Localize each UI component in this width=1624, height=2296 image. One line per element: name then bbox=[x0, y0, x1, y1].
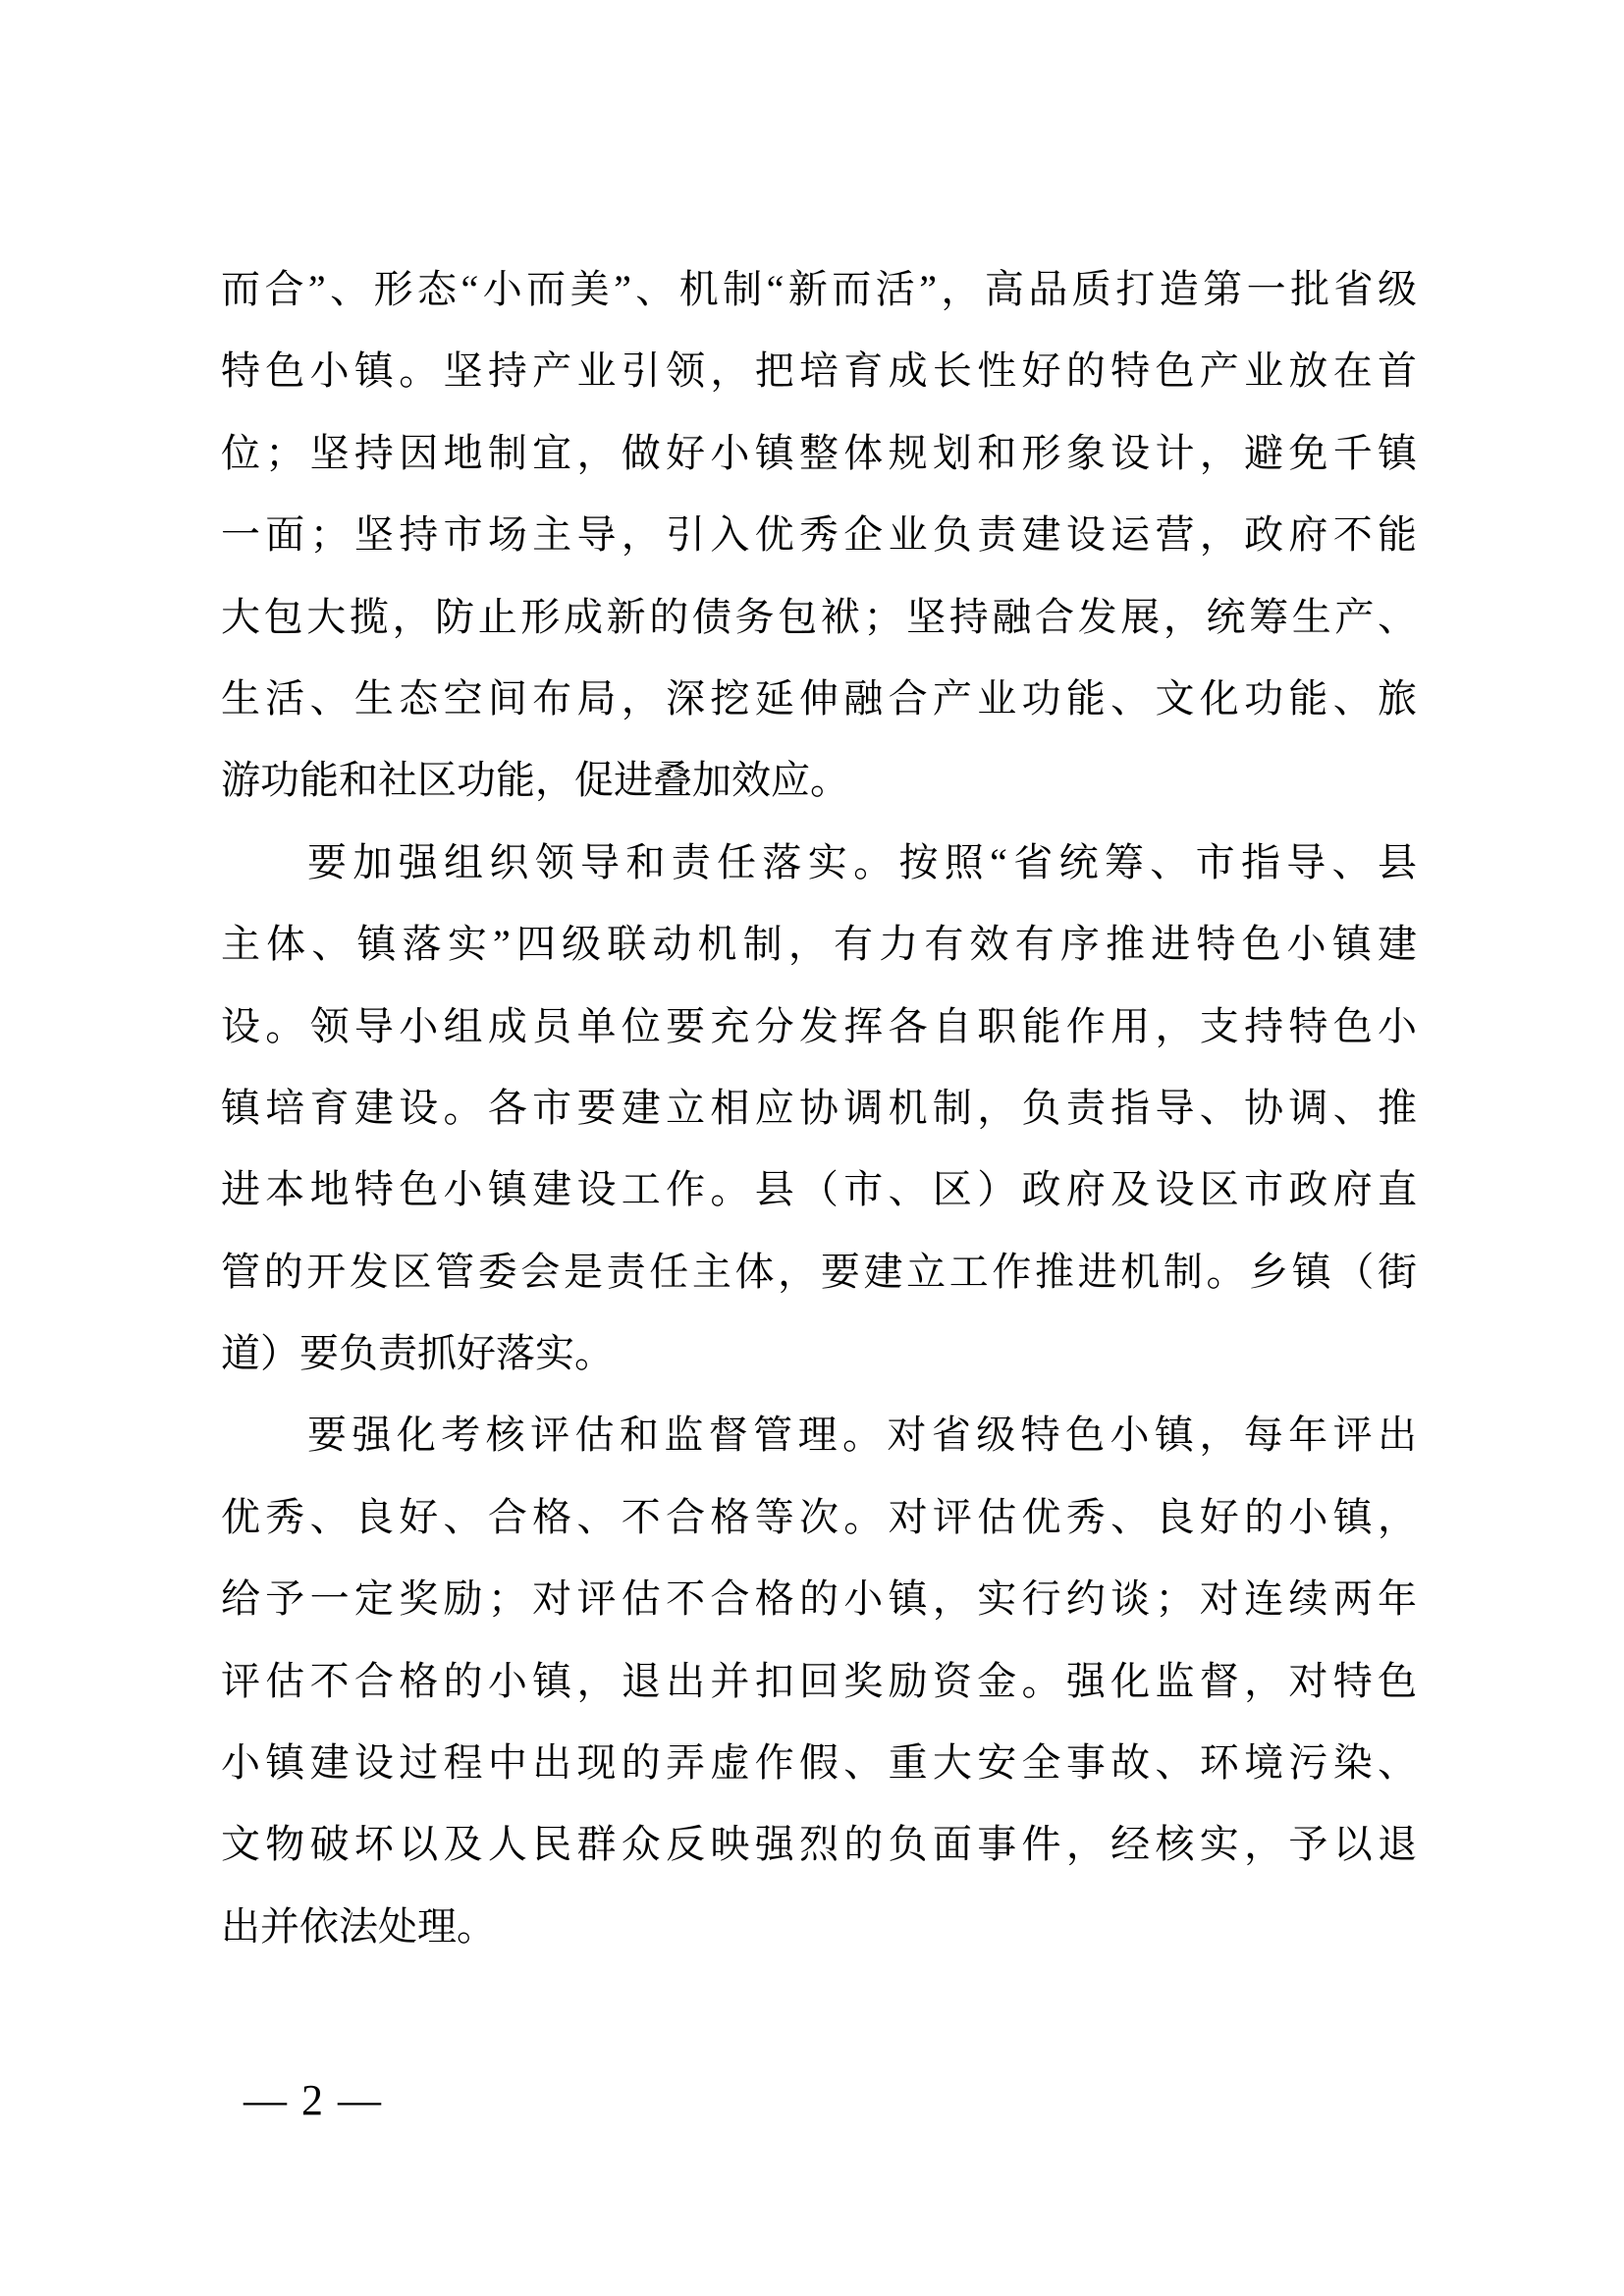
text-line: 给予一定奖励；对评估不合格的小镇，实行约谈；对连续两年 bbox=[221, 1576, 1417, 1622]
text-line: 生活、生态空间布局，深挖延伸融合产业功能、文化功能、旅 bbox=[221, 675, 1417, 721]
text-line: 游功能和社区功能，促进叠加效应。 bbox=[221, 758, 849, 803]
text-line: 要强化考核评估和监督管理。对省级特色小镇，每年评出 bbox=[307, 1413, 1417, 1458]
text-line: 出并依法处理。 bbox=[221, 1903, 496, 1949]
paragraph-organization-leadership bbox=[221, 822, 1417, 1395]
text-line: 小镇建设过程中出现的弄虚作假、重大安全事故、环境污染、 bbox=[221, 1740, 1417, 1786]
text-line: 道）要负责抓好落实。 bbox=[221, 1331, 614, 1376]
page-number: — 2 — bbox=[244, 2076, 383, 2124]
text-line: 位；坚持因地制宜，做好小镇整体规划和形象设计，避免千镇 bbox=[221, 430, 1417, 475]
text-line: 大包大揽，防止形成新的债务包袱；坚持融合发展，统筹生产、 bbox=[221, 594, 1417, 639]
text-line: 一面；坚持市场主导，引入优秀企业负责建设运营，政府不能 bbox=[221, 512, 1417, 558]
text-line: 文物破坏以及人民群众反映强烈的负面事件，经核实，予以退 bbox=[221, 1822, 1417, 1867]
paragraph-continuation bbox=[221, 248, 1417, 822]
text-line: 设。领导小组成员单位要充分发挥各自职能作用，支持特色小 bbox=[221, 1003, 1417, 1048]
text-line: 评估不合格的小镇，退出并扣回奖励资金。强化监督，对特色 bbox=[221, 1658, 1417, 1703]
text-line: 管的开发区管委会是责任主体，要建立工作推进机制。乡镇（街 bbox=[221, 1249, 1417, 1294]
text-line: 而合”、形态“小而美”、机制“新而活”，高品质打造第一批省级 bbox=[221, 267, 1417, 311]
text-line: 主体、镇落实”四级联动机制，有力有效有序推进特色小镇建 bbox=[221, 922, 1417, 967]
document-body bbox=[221, 248, 1417, 1967]
paragraph-assessment-supervision bbox=[221, 1394, 1417, 1967]
text-line: 要加强组织领导和责任落实。按照“省统筹、市指导、县 bbox=[307, 839, 1417, 884]
text-line: 进本地特色小镇建设工作。县（市、区）政府及设区市政府直 bbox=[221, 1167, 1417, 1212]
text-line: 优秀、良好、合格、不合格等次。对评估优秀、良好的小镇， bbox=[221, 1494, 1417, 1539]
text-line: 镇培育建设。各市要建立相应协调机制，负责指导、协调、推 bbox=[221, 1085, 1417, 1130]
text-line: 特色小镇。坚持产业引领，把培育成长性好的特色产业放在首 bbox=[221, 348, 1417, 394]
